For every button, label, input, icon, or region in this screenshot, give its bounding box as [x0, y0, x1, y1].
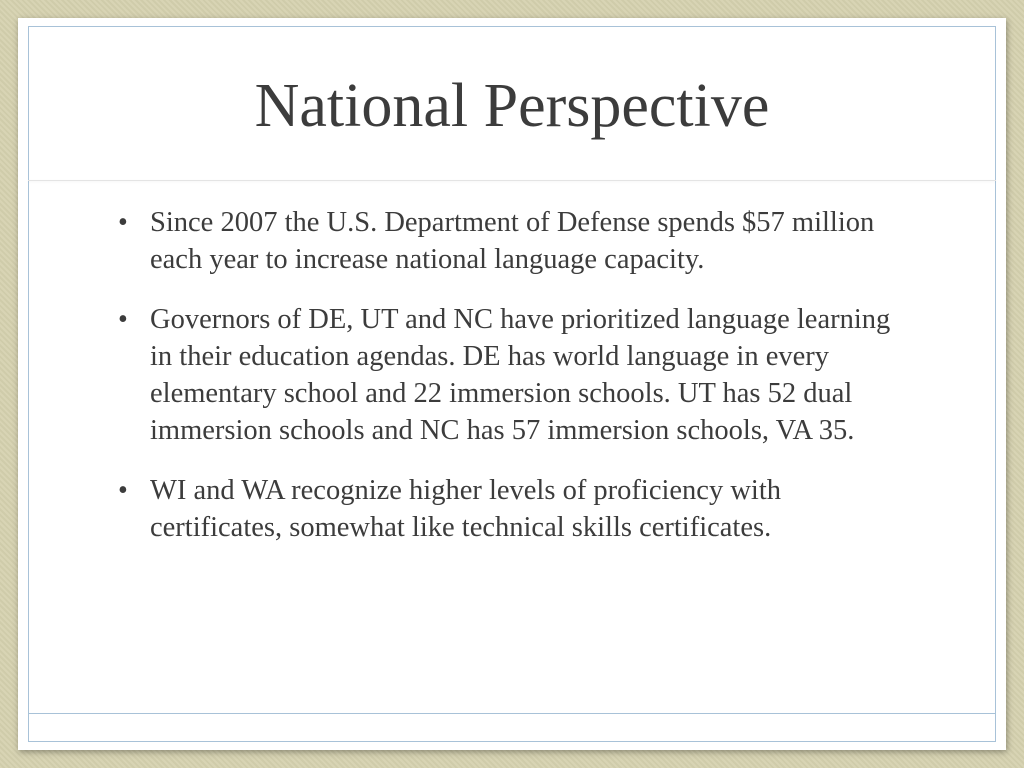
bullet-text: Governors of DE, UT and NC have prioritized language learning in their education agendas. DE has world language in every elementary school and 22 immersion schools. UT has 52 dual immersion schools and NC has 57 immersion schools, VA 35. — [150, 304, 891, 446]
bullet-icon: • — [118, 207, 128, 238]
footer-divider — [28, 713, 996, 714]
title-divider — [28, 180, 996, 181]
slide-title: National Perspective — [254, 72, 770, 140]
bullet-text: WI and WA recognize higher levels of proficiency with certificates, somewhat like technical skills certificates. — [150, 475, 781, 543]
bullet-icon: • — [118, 304, 128, 335]
bullet-icon: • — [118, 475, 128, 506]
slide — [18, 18, 1006, 750]
bullet-list — [108, 204, 908, 569]
bullet-text: Since 2007 the U.S. Department of Defense spends $57 million each year to increase national language capacity. — [150, 207, 875, 275]
bullet-item — [108, 301, 908, 449]
bullet-item — [108, 472, 908, 546]
bullet-item — [108, 204, 908, 278]
